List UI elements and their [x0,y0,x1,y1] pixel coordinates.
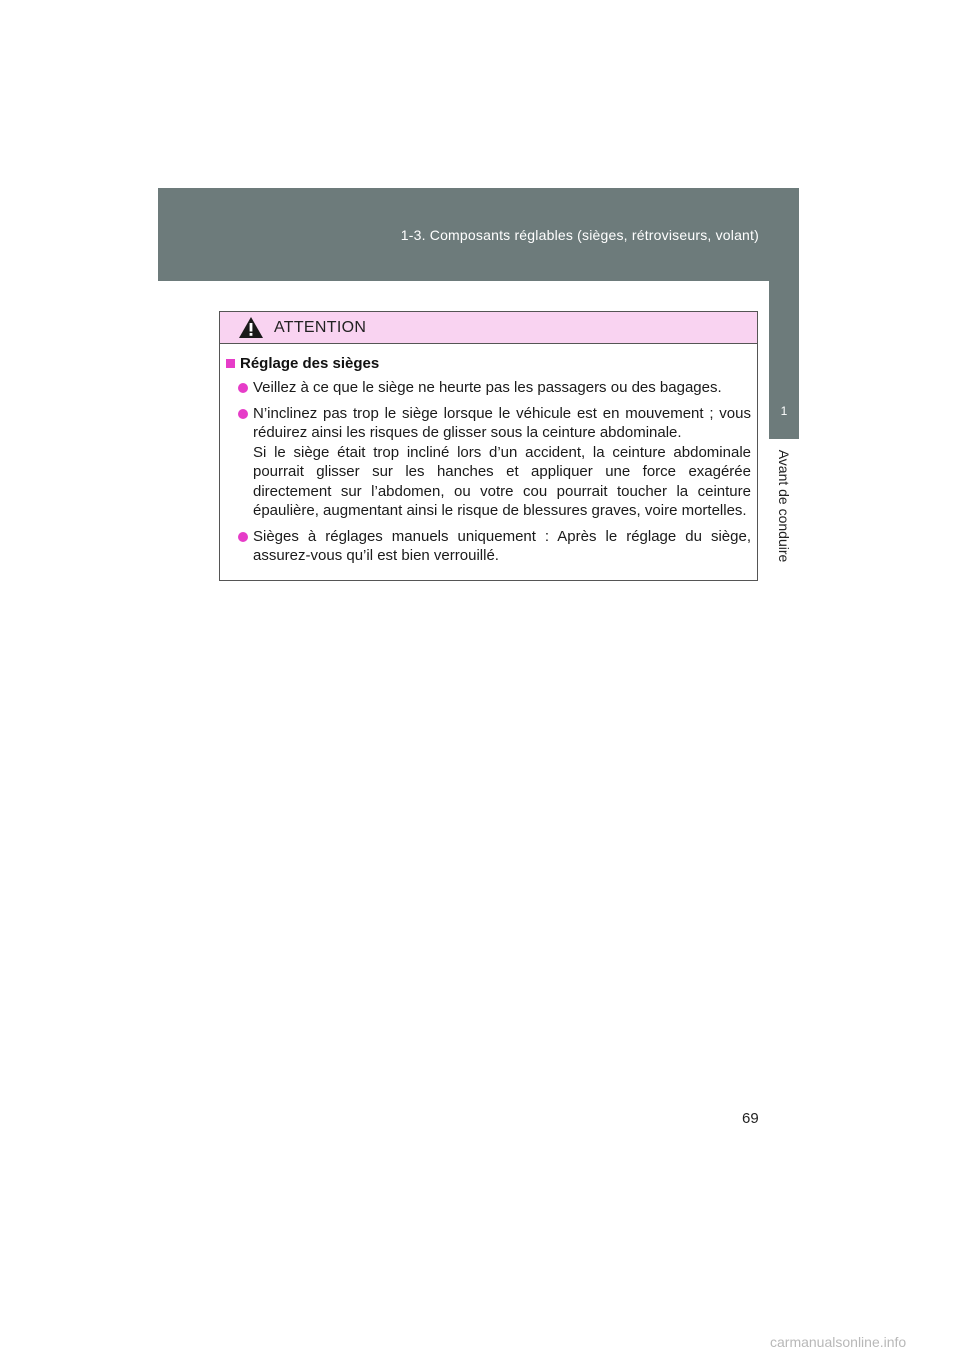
list-item [226,378,751,398]
warning-list [226,378,751,566]
page-number: 69 [742,1110,759,1127]
circle-bullet-icon [238,532,248,542]
chapter-tab [769,281,799,439]
watermark: carmanualsonline.info [770,1334,907,1350]
circle-bullet-icon [238,409,248,419]
chapter-label: Avant de conduire [776,449,792,563]
attention-header [220,312,757,344]
chapter-number: 1 [780,404,788,418]
item-text: Veillez à ce que le siège ne heurte pas les passagers ou des bagages. [253,379,722,396]
item-text: N’inclinez pas trop le siège lorsque le véhicule est en mouvement ; vous réduirez ainsi les risques de glisser sous la ceinture abdominale. [253,404,751,441]
attention-box [219,311,758,581]
item-text-continued: Si le siège était trop incliné lors d’un accident, la ceinture abdominale pourrait glisser sur les hanches et appliquer une force exagérée directement sur l’abdomen, ou votre cou pourrait toucher la ceinture épaulière, augmentant ainsi le risque de blessures graves, voire mortelles. [253,443,751,519]
section-heading [226,355,751,372]
item-text: Sièges à réglages manuels uniquement : Après le réglage du siège, assurez-vous qu’il est bien verrouillé. [253,527,751,564]
attention-body [220,344,757,566]
list-item [226,404,751,521]
warning-triangle-icon [238,316,264,339]
square-bullet-icon [226,359,235,368]
attention-title: ATTENTION [274,318,367,336]
circle-bullet-icon [238,383,248,393]
list-item [226,527,751,566]
section-heading-text: Réglage des sièges [240,355,380,372]
header-band [158,188,799,281]
section-title: 1-3. Composants réglables (sièges, rétroviseurs, volant) [400,227,759,243]
